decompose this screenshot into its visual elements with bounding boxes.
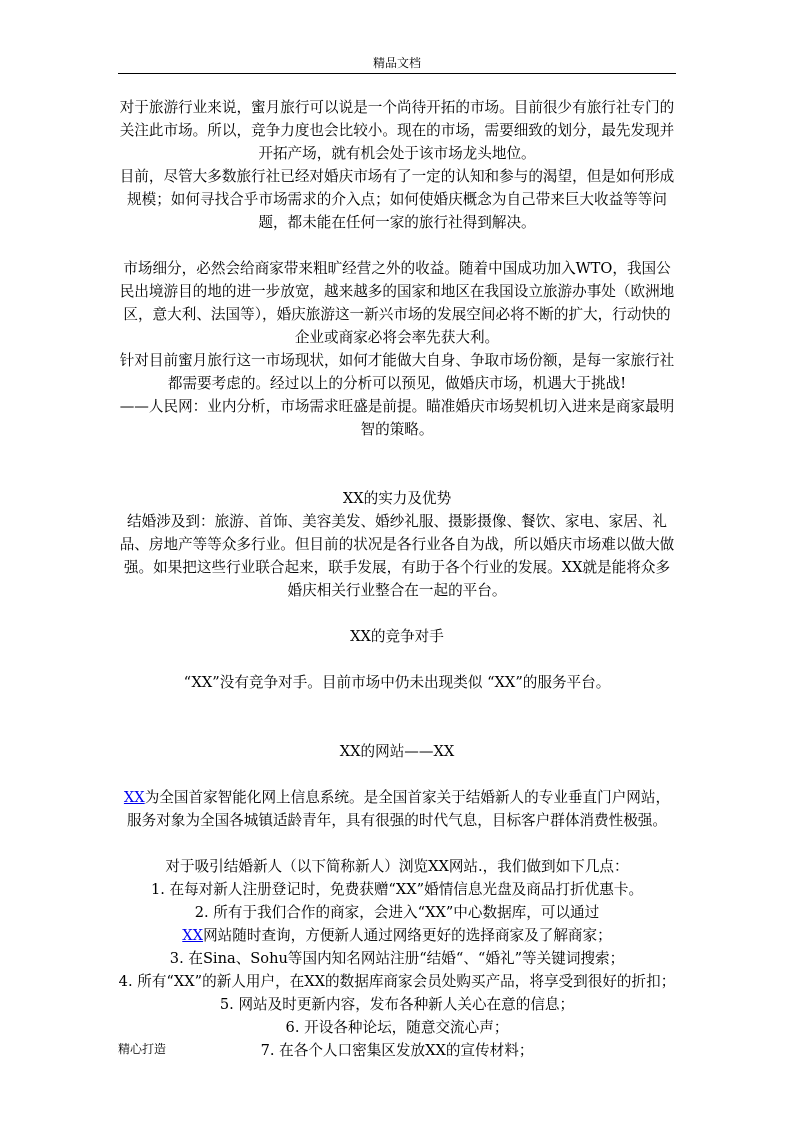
header-rule: [118, 73, 676, 74]
measure-item-1: 1. 在每对新人注册登记时，免费获赠“XX”婚情信息光盘及商品打折优惠卡。: [150, 881, 644, 898]
measure-item-2: [118, 901, 676, 947]
website-description: 为全国首家智能化网上信息系统。是全国首家关于结婚新人的专业垂直门户网站，服务对象为全国各城镇适龄青年，具有很强的时代气息，目标客户群体消费性极强。: [127, 789, 671, 829]
competitors-paragraph: “XX”没有竞争对手。目前市场中仍未出现类似 “XX”的服务平台。: [183, 674, 611, 691]
xx-website-link[interactable]: XX: [182, 927, 204, 944]
strength-heading: XX的实力及优势: [342, 490, 452, 507]
measure-item-7: 7. 在各个人口密集区发放XX的宣传材料；: [260, 1042, 534, 1059]
measure-item-2-continued: 网站随时查询，方便新人通过网络更好的选择商家及了解商家；: [203, 927, 612, 944]
strength-paragraph: 结婚涉及到：旅游、首饰、美容美发、婚纱礼服、摄影摄像、餐饮、家电、家居、礼品、房地产等等众多行业。但目前的状况是各行业各自为战，所以婚庆市场难以做大做强。如果把这些行业联合起来，联手发展，有助于各个行业的发展。XX就是能将众多婚庆相关行业整合在一起的平台。: [119, 513, 675, 599]
measure-item-6: 6. 开设各种论坛，随意交流心声；: [285, 1019, 509, 1036]
website-paragraph: [118, 786, 676, 832]
website-heading: XX的网站——XX: [339, 743, 455, 760]
measure-item-2-text: 2. 所有于我们合作的商家，会进入“XX”中心数据库，可以通过: [194, 904, 600, 921]
competitors-heading: XX的竞争对手: [350, 628, 444, 645]
document-body: [118, 96, 676, 1062]
intro-paragraph-4: 针对目前蜜月旅行这一市场现状，如何才能做大自身、争取市场份额，是每一家旅行社都需要考虑的。经过以上的分析可以预见，做婚庆市场，机遇大于挑战!: [119, 352, 675, 392]
measure-item-5: 5. 网站及时更新内容，发布各种新人关心在意的信息；: [219, 996, 575, 1013]
page-footer: 精心打造: [118, 1042, 167, 1056]
intro-paragraph-2: 目前，尽管大多数旅行社已经对婚庆市场有了一定的认知和参与的渴望，但是如何形成规模；如何寻找合乎市场需求的介入点；如何使婚庆概念为自己带来巨大收益等等问题，都未能在任何一家的旅行社得到解决。: [119, 168, 675, 231]
intro-paragraph-3: 市场细分，必然会给商家带来粗旷经营之外的收益。随着中国成功加入WTO，我国公民出境游目的地的进一步放宽，越来越多的国家和地区在我国设立旅游办事处（欧洲地区，意大利、法国等），婚庆旅游这一新兴市场的发展空间必将不断的扩大，行动快的企业或商家必将会率先获大利。: [119, 260, 675, 346]
intro-paragraph-1: 对于旅游行业来说，蜜月旅行可以说是一个尚待开拓的市场。目前很少有旅行社专门的关注此市场。所以，竞争力度也会比较小。现在的市场，需要细致的划分，最先发现并开拓产场，就有机会处于该市场龙头地位。: [119, 99, 675, 162]
measure-item-3: 3. 在Sina、Sohu等国内知名网站注册“结婚“、“婚礼”等关键词搜索；: [169, 950, 625, 967]
xx-link[interactable]: XX: [123, 789, 145, 806]
measure-item-4: 4. 所有“XX”的新人用户，在XX的数据库商家会员处购买产品，将享受到很好的折扣；: [118, 973, 676, 990]
page-header: 精品文档: [372, 56, 421, 70]
measures-intro: 对于吸引结婚新人（以下简称新人）浏览XX网站.，我们做到如下几点：: [165, 858, 629, 875]
intro-paragraph-5: ——人民网：业内分析，市场需求旺盛是前提。瞄准婚庆市场契机切入进来是商家最明智的策略。: [119, 398, 675, 438]
